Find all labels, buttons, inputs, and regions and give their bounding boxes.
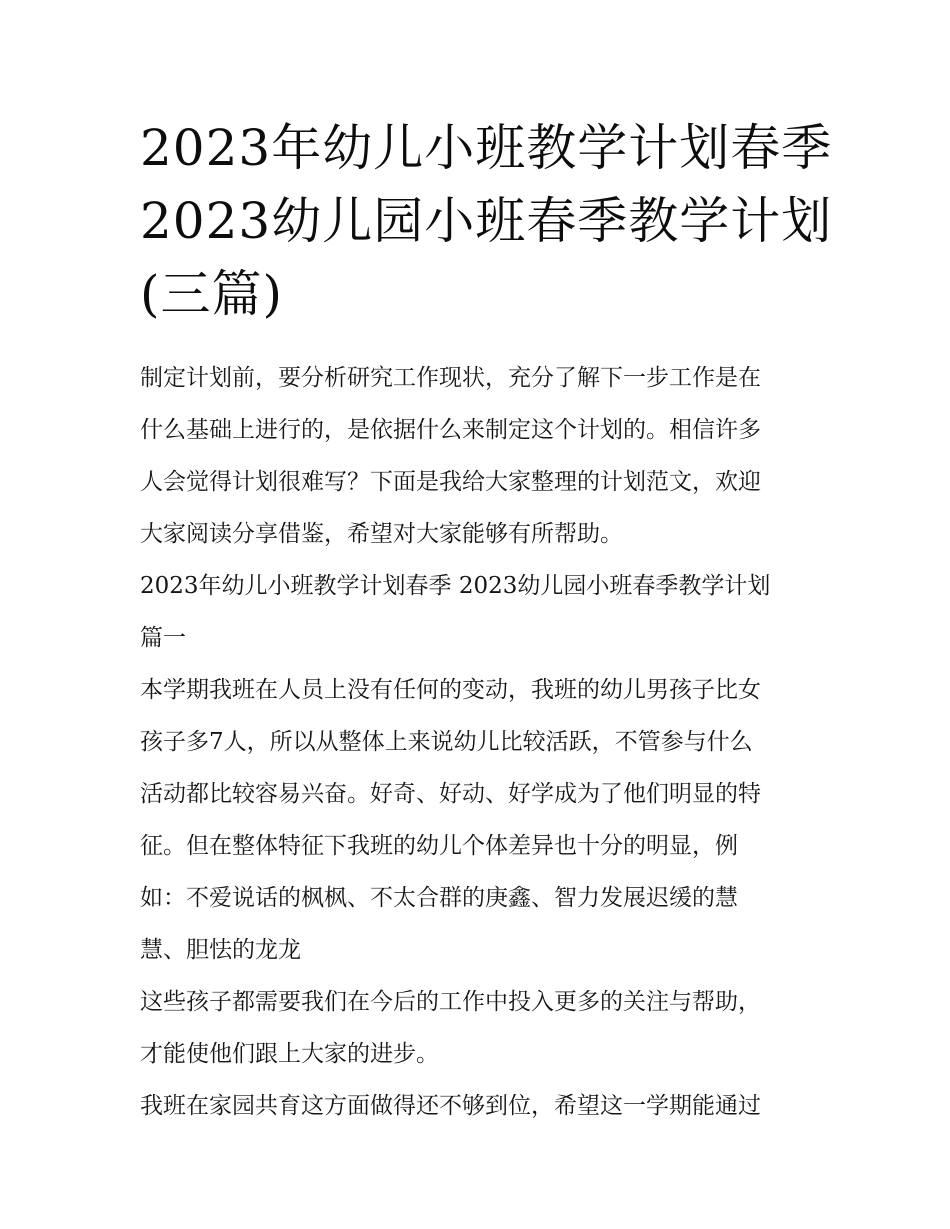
document-title [140,112,833,331]
document-body [140,352,820,1132]
text-line: 孩子多7人，所以从整体上来说幼儿比较活跃，不管参与什么 [140,729,753,755]
text-line: 什么基础上进行的，是依据什么来制定这个计划的。相信许多 [140,417,761,443]
section-heading [140,560,820,664]
text-line: 这些孩子都需要我们在今后的工作中投入更多的关注与帮助， [140,989,761,1015]
text-line: 慧、胆怯的龙龙 [140,937,301,963]
text-line: 2023年幼儿小班教学计划春季 2023幼儿园小班春季教学计划 [140,573,771,599]
text-line: 制定计划前，要分析研究工作现状，充分了解下一步工作是在 [140,365,761,391]
title-line: 2023幼儿园小班春季教学计划 [140,192,833,250]
text-line: 篇一 [140,625,186,651]
text-line: 人会觉得计划很难写？下面是我给大家整理的计划范文，欢迎 [140,469,761,495]
text-line: 本学期我班在人员上没有任何的变动，我班的幼儿男孩子比女 [140,677,761,703]
body-paragraph [140,976,820,1080]
text-line: 征。但在整体特征下我班的幼儿个体差异也十分的明显，例 [140,833,738,859]
text-line: 我班在家园共育这方面做得还不够到位，希望这一学期能通过 [140,1093,761,1119]
text-line: 大家阅读分享借鉴，希望对大家能够有所帮助。 [140,521,623,547]
body-paragraph [140,664,820,976]
body-paragraph [140,1080,820,1132]
text-line: 活动都比较容易兴奋。好奇、好动、好学成为了他们明显的特 [140,781,761,807]
title-line: 2023年幼儿小班教学计划春季 [140,119,833,177]
title-line: (三篇) [140,265,284,323]
text-line: 才能使他们跟上大家的进步。 [140,1041,439,1067]
text-line: 如：不爱说话的枫枫、不太合群的庚鑫、智力发展迟缓的慧 [140,885,738,911]
intro-paragraph [140,352,820,560]
